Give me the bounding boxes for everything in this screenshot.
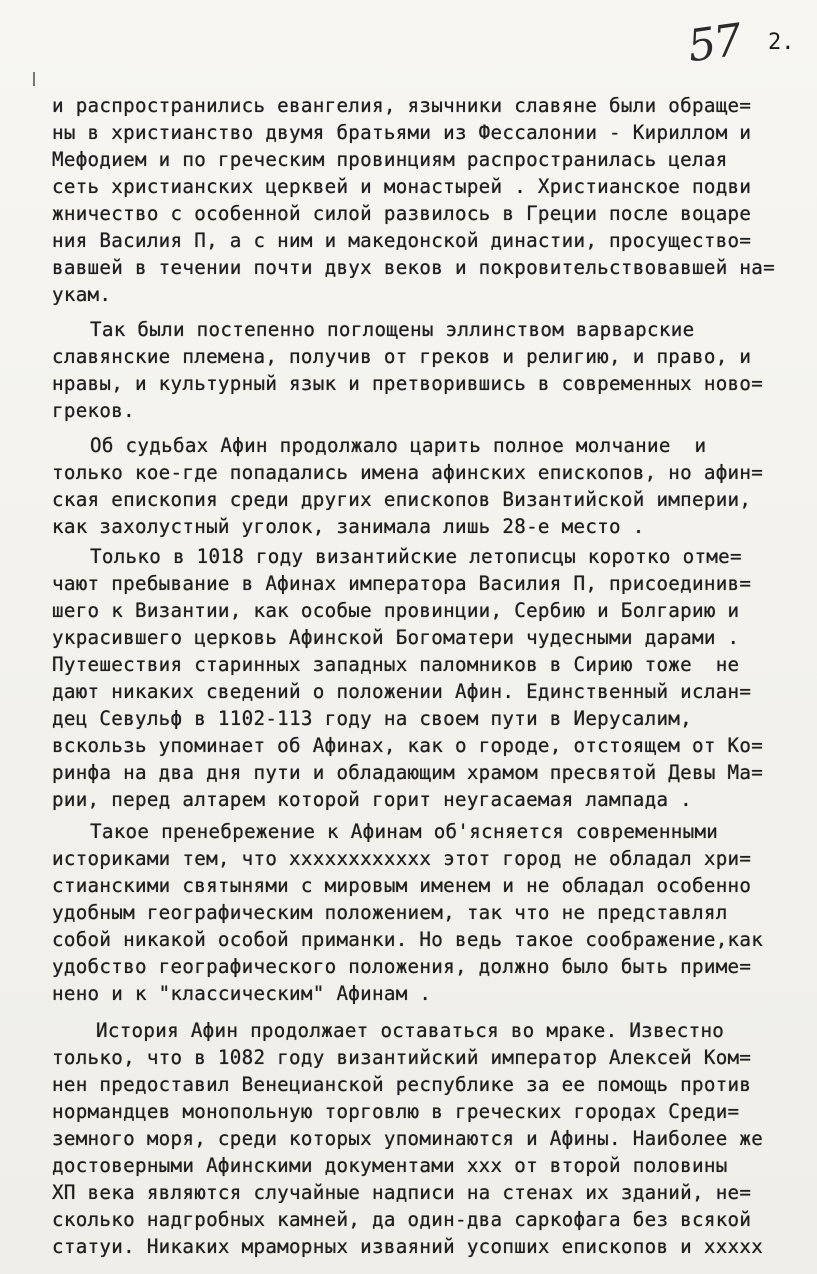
text-line: дец Севульф в 1102-113 году на своем пути в Иерусалим, <box>52 707 692 730</box>
text-line: вскользь упоминает об Афинах, как о городе, отстоящем от Ко= <box>52 734 764 757</box>
text-line: достоверными Афинскими документами xxx от второй половины <box>52 1154 728 1177</box>
text-line: Так были постепенно поглощены эллинством варварские <box>90 318 695 341</box>
text-line: только кое-где попадались имена афинских епископов, но афин= <box>52 461 764 484</box>
text-line: статуи. Никаких мраморных изваяний усопших епископов и xxxxx <box>52 1235 764 1258</box>
text-line: Такое пренебрежение к Афинам об'ясняется современными <box>90 820 719 843</box>
text-line: нравы, и культурный язык и претворившись в современных ново= <box>52 372 764 395</box>
text-line: рии, перед алтарем которой горит неугасаемая лампада . <box>52 788 692 811</box>
text-line: стианскими святынями с мировым именем и не обладал особенно <box>52 874 752 897</box>
text-line: греков. <box>52 399 135 422</box>
text-line: шего к Византии, как особые провинции, Сербию и Болгарию и <box>52 599 740 622</box>
text-line: Мефодием и по греческим провинциям распространилась целая <box>52 148 728 171</box>
text-line: как захолустный уголок, занимала лишь 28-е место . <box>52 515 645 538</box>
text-line: ХП века являются случайные надписи на стенах их зданий, не= <box>52 1181 752 1204</box>
text-line: ская епископия среди других епископов Византийской империи, <box>52 488 752 511</box>
text-line: чают пребывание в Афинах императора Василия П, присоединив= <box>52 572 752 595</box>
archive-number: 57 <box>684 14 744 73</box>
text-line: ринфа на два дня пути и обладающим храмом пресвятой Девы Ма= <box>52 761 764 784</box>
text-line: нормандцев монопольную торговлю в греческих городах Среди= <box>52 1100 740 1123</box>
text-line: Об судьбах Афин продолжало царить полное молчание и <box>90 434 707 457</box>
text-line: украсившего церковь Афинской Богоматери чудесными дарами . <box>52 626 740 649</box>
text-line: жничество с особенной силой развилось в Греции после воцаре <box>52 202 752 225</box>
text-line: История Афин продолжает оставаться во мраке. Известно <box>96 1019 725 1042</box>
margin-mark <box>33 72 35 86</box>
text-line: нен предоставил Венецианской республике за ее помощь против <box>52 1073 752 1096</box>
text-line: только, что в 1082 году византийский император Алексей Ком= <box>52 1046 752 1069</box>
text-line: укам. <box>52 283 112 306</box>
text-line: нено и к "классическим" Афинам . <box>52 982 432 1005</box>
text-line: Путешествия старинных западных паломников в Сирию тоже не <box>52 653 740 676</box>
text-line: вавшей в течении почти двух веков и покровительствовавшей на= <box>52 256 775 279</box>
text-line: историками тем, что xxxxxxxxxxxx этот город не обладал хри= <box>52 847 752 870</box>
text-line: Только в 1018 году византийские летописцы коротко отме= <box>90 545 742 568</box>
text-line: собой никакой особой приманки. Но ведь такое соображение,как <box>52 928 764 951</box>
text-line: сколько надгробных камней, да один-два саркофага без всякой <box>52 1208 752 1231</box>
text-line: удобство географического положения, должно было быть приме= <box>52 955 752 978</box>
text-line: земного моря, среди которых упоминаются и Афины. Наиболее же <box>52 1127 764 1150</box>
text-line: удобным географическим положением, так что не представлял <box>52 901 728 924</box>
text-line: ния Василия П, а с ним и македонской династии, просущество= <box>52 229 752 252</box>
text-line: славянские племена, получив от греков и религию, и право, и <box>52 345 752 368</box>
text-line: ны в христианство двумя братьями из Фессалонии - Кириллом и <box>52 121 752 144</box>
page-number: 2. <box>768 30 795 55</box>
text-line: и распространились евангелия, язычники славяне были обраще= <box>52 94 752 117</box>
text-line: дают никаких сведений о положении Афин. Единственный ислан= <box>52 680 752 703</box>
text-line: сеть христианских церквей и монастырей . Христианское подви <box>52 175 752 198</box>
